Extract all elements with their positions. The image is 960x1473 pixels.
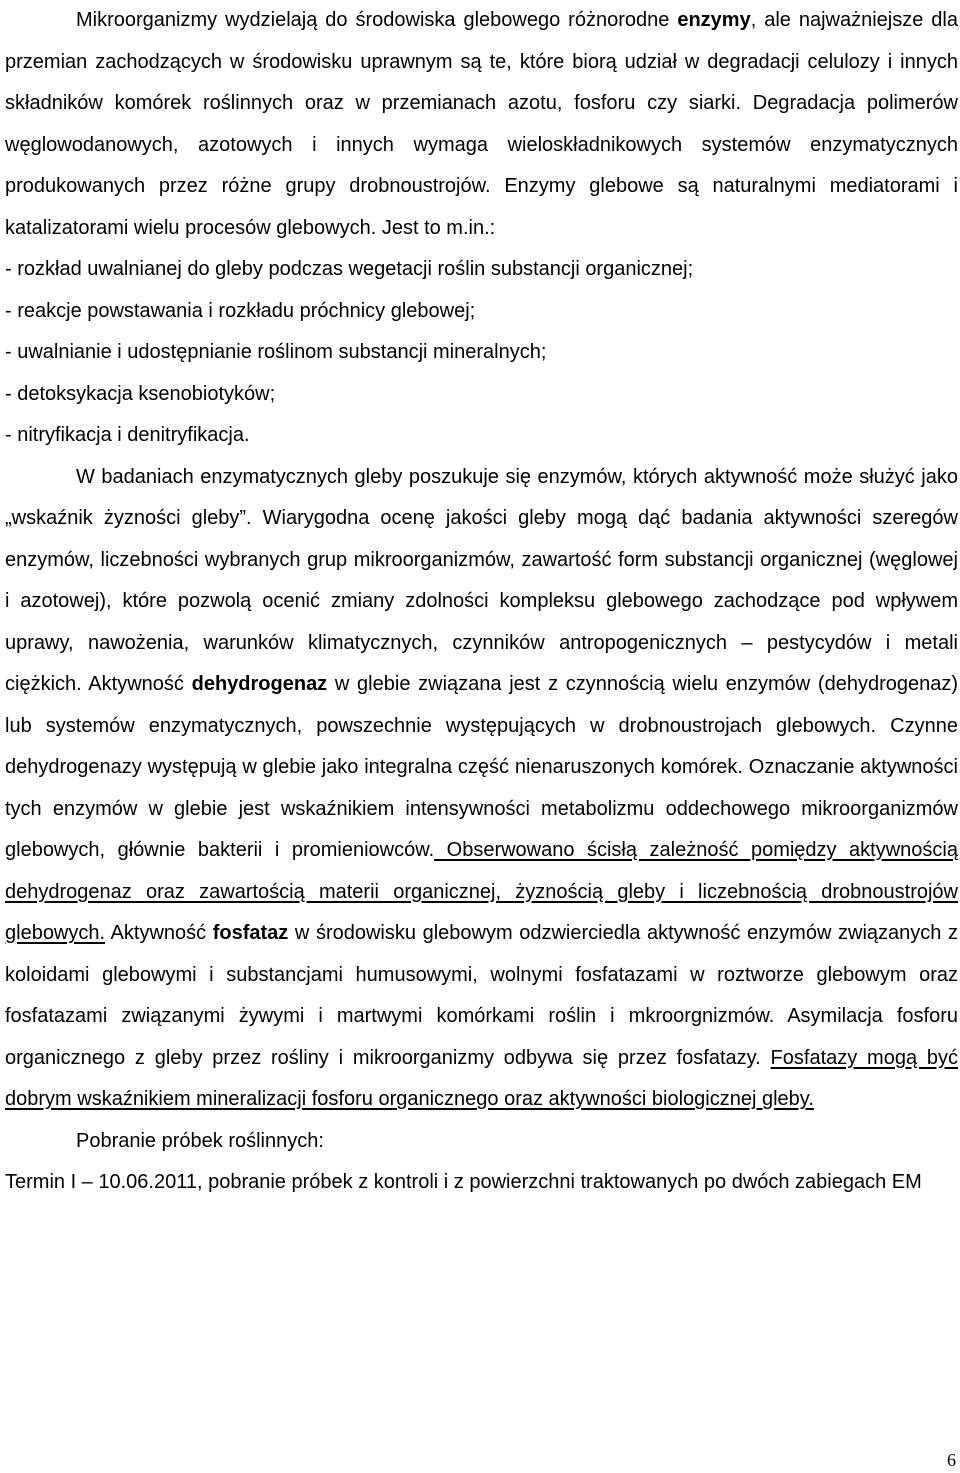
paragraph-text: Aktywność [105,922,213,944]
list-item: - uwalnianie i udostępnianie roślinom substancji mineralnych; [5,341,547,363]
paragraph-text: W badaniach enzymatycznych gleby poszukuje się enzymów, których aktywność może służyć jako „wskaźnik żyzności gleby”. Wiarygodna ocenę jakości gleby mogą dąć badania aktywności szeregów enzymów, liczebności wybranych grup mikroorganizmów, zawartość form substancji organicznej (węglowej i azotowej), które pozwolą ocenić zmiany zdolności kompleksu glebowego zachodzące pod wpływem uprawy, nawożenia, warunków klimatycznych, czynników antropogenicznych – pestycydów i metali ciężkich. Aktywność [5,465,958,695]
list-item: - detoksykacja ksenobiotyków; [5,382,276,405]
bold-term-fosfataz: fosfataz [212,922,289,944]
list-item: - nitryfikacja i denitryfikacja. [5,424,250,446]
paragraph-text: , ale najważniejsze dla przemian zachodzących w środowisku uprawnym są te, które biorą udział w degradacji celulozy i innych składników komórek roślinnych oraz w przemianach azotu, fosforu czy siarki. Degradacja polimerów węglowodanowych, azotowych i innych wymaga wieloskładnikowych systemów enzymatycznych produkowanych przez różne grupy drobnoustrojów. Enzymy glebowe są naturalnymi mediatorami i katalizatorami wielu procesów glebowych. Jest to m.in.: [5,9,958,239]
sampling-heading: Pobranie próbek roślinnych: [76,1129,324,1152]
list-item: - rozkład uwalnianej do gleby podczas wegetacji roślin substancji organicznej; [5,258,694,280]
process-list [5,249,958,457]
bold-term-enzymy: enzymy [677,9,751,31]
underlined-sentence: Fosfatazy mogą być dobrym wskaźnikiem mineralizacji fosforu organicznego oraz aktywności biologicznej gleby. [5,1046,959,1110]
paragraph-text: Mikroorganizmy wydzielają do środowiska glebowego różnorodne [76,9,678,31]
paragraph-enzyme-research [5,457,958,1121]
paragraph-text: w środowisku glebowym odzwierciedla aktywność enzymów związanych z koloidami glebowymi i substancjami humusowymi, wolnymi fosfatazami w roztworze glebowym oraz fosfatazami związanymi żywymi i martwymi komórkami roślin i mkroorgnizmów. Asymilacja fosforu organicznego z gleby przez rośliny i mikroorganizmy odbywa się przez fosfatazy. [5,922,958,1069]
paragraph-enzymes-intro [5,0,958,249]
term-paragraph: Termin I – 10.06.2011, pobranie próbek z kontroli i z powierzchni traktowanych po dwóch zabiegach EM [5,1171,922,1193]
document-body [5,0,958,1204]
bold-term-dehydrogenaz: dehydrogenaz [191,673,328,695]
underlined-sentence: Obserwowano ścisłą zależność pomiędzy aktywnością dehydrogenaz oraz zawartością materii organicznej, żyznością gleby i liczebnością drobnoustrojów glebowych. [5,839,958,944]
paragraph-text: w glebie związana jest z czynnością wielu enzymów (dehydrogenaz) lub systemów enzymatycznych, powszechnie występujących w drobnoustrojach glebowych. Czynne dehydrogenazy występują w glebie jako integralna część nienaruszonych komórek. Oznaczanie aktywności tych enzymów w glebie jest wskaźnikiem intensywności metabolizmu oddechowego mikroorganizmów glebowych, głównie bakterii i promieniowców. [5,673,958,861]
page-number: 6 [947,1450,956,1470]
list-item: - reakcje powstawania i rozkładu próchnicy glebowej; [5,299,476,322]
